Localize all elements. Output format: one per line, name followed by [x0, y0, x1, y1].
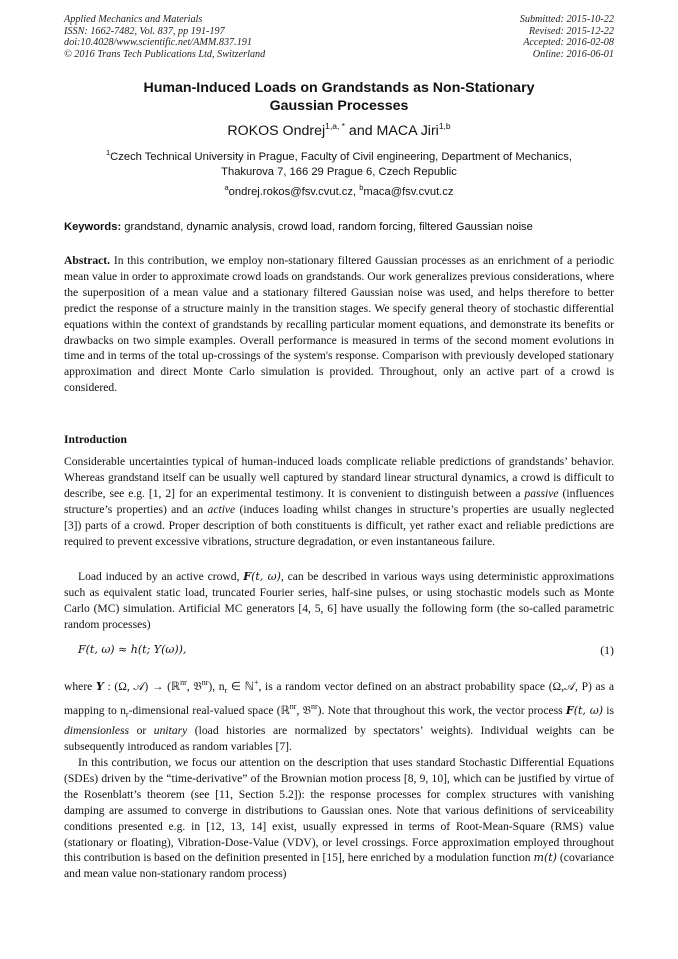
equation-1-number: (1): [600, 643, 614, 657]
p3-force-symbol: F: [565, 703, 574, 717]
email-mark-b: b: [359, 183, 364, 192]
equation-1-body: F(t, ω) ≈ h(t; Y(ω)),: [78, 643, 187, 656]
affiliation-text-1: Czech Technical University in Prague, Faculty of Civil engineering, Department of Mechanics,: [110, 151, 572, 163]
author-rokos-marks: 1,a, *: [325, 121, 345, 131]
p1-text-a: Considerable uncertainties typical of human-induced loads complicate reliable predictions of grandstands’ behavior. Whereas grandstand itself can be usually well captured by standard linear structural dynamics, a crowd is difficult to describe, see e.g. [1, 2] for an experimental testimony. It is convenient to distinguish between a: [64, 455, 614, 500]
p3-dimensionless: dimensionless: [64, 724, 130, 738]
title-line-2: Gaussian Processes: [269, 97, 409, 114]
accepted-date: Accepted: 2016-02-08: [523, 37, 614, 49]
intro-paragraph-1: [64, 454, 614, 549]
p1-passive: passive: [524, 486, 559, 500]
p3-text-b: : (Ω, 𝒜) → (ℝ: [103, 679, 181, 693]
p3-text-f: , is a random vector defined on an abstract probability space (Ω,𝒜, P) as a mapping to n: [64, 679, 614, 717]
author-conjunction: and: [344, 123, 377, 139]
author-emails: [64, 185, 614, 199]
abstract-label: Abstract.: [64, 254, 111, 267]
p3-text-k: (load histories are normalized by spectators’ weights). Individual weights can be subsequently introduced as random variables [7].: [64, 724, 614, 754]
p3-sup-plus: +: [253, 678, 259, 687]
journal-name: Applied Mechanics and Materials: [64, 14, 203, 25]
online-date: Online: 2016-06-01: [532, 48, 614, 60]
p3-text-j: is: [603, 703, 615, 717]
p3-text-i: ). Note that throughout this work, the vector process: [317, 703, 566, 717]
p3-y-symbol: Y: [95, 679, 104, 693]
author-maca: MACA Jiri: [376, 123, 439, 139]
p2-force-args: (t, ω): [251, 570, 281, 583]
doi-line: doi:10.4028/www.scientific.net/AMM.837.191: [64, 37, 252, 49]
keywords-text: grandstand, dynamic analysis, crowd load, random forcing, filtered Gaussian noise: [121, 221, 533, 233]
email-maca-link[interactable]: maca@fsv.cvut.cz: [363, 186, 454, 198]
author-rokos: ROKOS Ondrej: [227, 123, 326, 139]
p3-text-a: where: [64, 679, 96, 693]
p3-text-d: ), n: [208, 679, 225, 693]
p3-sup-4: nr: [311, 702, 318, 712]
p3-force-args: (t, ω): [573, 703, 604, 717]
keywords: [64, 220, 624, 234]
submitted-date: Submitted: 2015-10-22: [519, 14, 614, 25]
p3-sup-3: nr: [289, 702, 297, 712]
affiliation-mark: 1: [106, 148, 111, 157]
affiliation-line-2: Thakurova 7, 166 29 Prague 6, Czech Republic: [221, 166, 457, 178]
journal-info: [64, 14, 265, 60]
p2-text-a: Load induced by an active crowd,: [78, 570, 244, 583]
p4-text-b: (covariance and mean value non-stationary random process): [64, 851, 614, 881]
p3-text-h: , 𝔅: [296, 703, 311, 717]
intro-paragraph-3: [64, 675, 614, 755]
p3-sup-1: nr: [180, 678, 187, 687]
email-separator: ,: [352, 186, 360, 198]
p3-text-c: , 𝔅: [186, 679, 202, 693]
revised-date: Revised: 2015-12-22: [528, 25, 614, 37]
p4-modulation-function: m(t): [533, 851, 557, 865]
p3-text-or: or: [129, 724, 154, 738]
p3-text-e: ∈ ℕ: [227, 679, 254, 693]
email-mark-a: a: [224, 183, 229, 192]
introduction-heading: Introduction: [64, 433, 127, 446]
abstract: [64, 253, 614, 396]
p4-text-a: In this contribution, we focus our attention on the description that uses standard Stochastic Differential Equations (SDEs) driven by the “time-derivative” of the Brownian motion process [8, 9, 10], which can be justified by virtue of the Rosenblatt’s theorem (see [11, Section 5.2]): the response processes for complex structures with vanishing damping are assumed to converge in distributions to Gaussian ones. Note that various definitions of serviceability conditions presented e.g. in [12, 13, 14] exist, usually expressed in terms of Root-Mean-Square (RMS) value (stationary or floating), Vibration-Dose-Value (VDV), or level crossings. Force approximation employed throughout this contribution is based on the definition presented in [15], here enriched by a modulation function: [64, 756, 614, 865]
p1-text-c: (induces loading whilst changes in structure’s properties are usually neglected [3]) parts of a crowd. Proper description of both constituents is difficult, yet rather exact and reliable predictions are required to prevent excessive vibrations, structure degradation, or even instantaneous failure.: [64, 502, 614, 548]
paper-title: [64, 80, 614, 115]
author-list: [64, 122, 614, 140]
p3-sub-2: r: [125, 710, 129, 720]
p3-sub-1: r: [224, 686, 228, 696]
affiliation: [64, 150, 614, 180]
keywords-label: Keywords:: [64, 221, 122, 233]
issn-line: ISSN: 1662-7482, Vol. 837, pp 191-197: [64, 25, 225, 37]
p3-unitary: unitary: [153, 724, 188, 738]
p2-force-symbol: F: [243, 570, 252, 583]
submission-dates: [520, 14, 614, 60]
p1-active: active: [207, 502, 236, 516]
equation-1: [64, 643, 614, 661]
affiliation-line-1: [64, 150, 614, 165]
copyright-line: © 2016 Trans Tech Publications Ltd, Switzerland: [64, 48, 266, 60]
intro-paragraph-4: [64, 755, 614, 882]
title-line-1: Human-Induced Loads on Grandstands as Non-Stationary: [143, 80, 535, 96]
p3-text-g: -dimensional real-valued space (ℝ: [128, 703, 290, 717]
p3-sup-2: nr: [201, 678, 209, 687]
email-rokos-link[interactable]: ondrej.rokos@fsv.cvut.cz: [228, 186, 353, 198]
p1-text-b: (influences structure’s properties) and an: [64, 486, 614, 516]
author-maca-marks: 1,b: [438, 121, 451, 131]
abstract-text: In this contribution, we employ non-stationary filtered Gaussian processes as an enrichment of a periodic mean value in order to approximate crowd loads on grandstands. Our work generalizes previous considerations, where the superposition of a mean value and a stationary filtered Gaussian noise was used, and helps therefore to better predict the response of a structure mainly in the transition stages. We specify general theory of stochastic differential equations within the context of grandstands by recalling particular moment equations, and demonstrate its benefits or drawbacks on two simple examples. Overall performance is measured in terms of the second moment evolutions in time and in terms of the total up-crossings of the system's response. Comparison with previously developed stationary approximation and direct Monte Carlo simulation is provided. Throughout, only an active part of a crowd is considered.: [64, 254, 614, 395]
intro-paragraph-2: [64, 569, 614, 633]
p2-text-b: , can be described in various ways using deterministic approximations such as equivalent static load, truncated Fourier series, half-sine pulses, or using stochastic models such as Monte Carlo (MC) simulation. Artificial MC generators [4, 5, 6] have usually the following form (the so-called parametric random processes): [64, 570, 614, 631]
